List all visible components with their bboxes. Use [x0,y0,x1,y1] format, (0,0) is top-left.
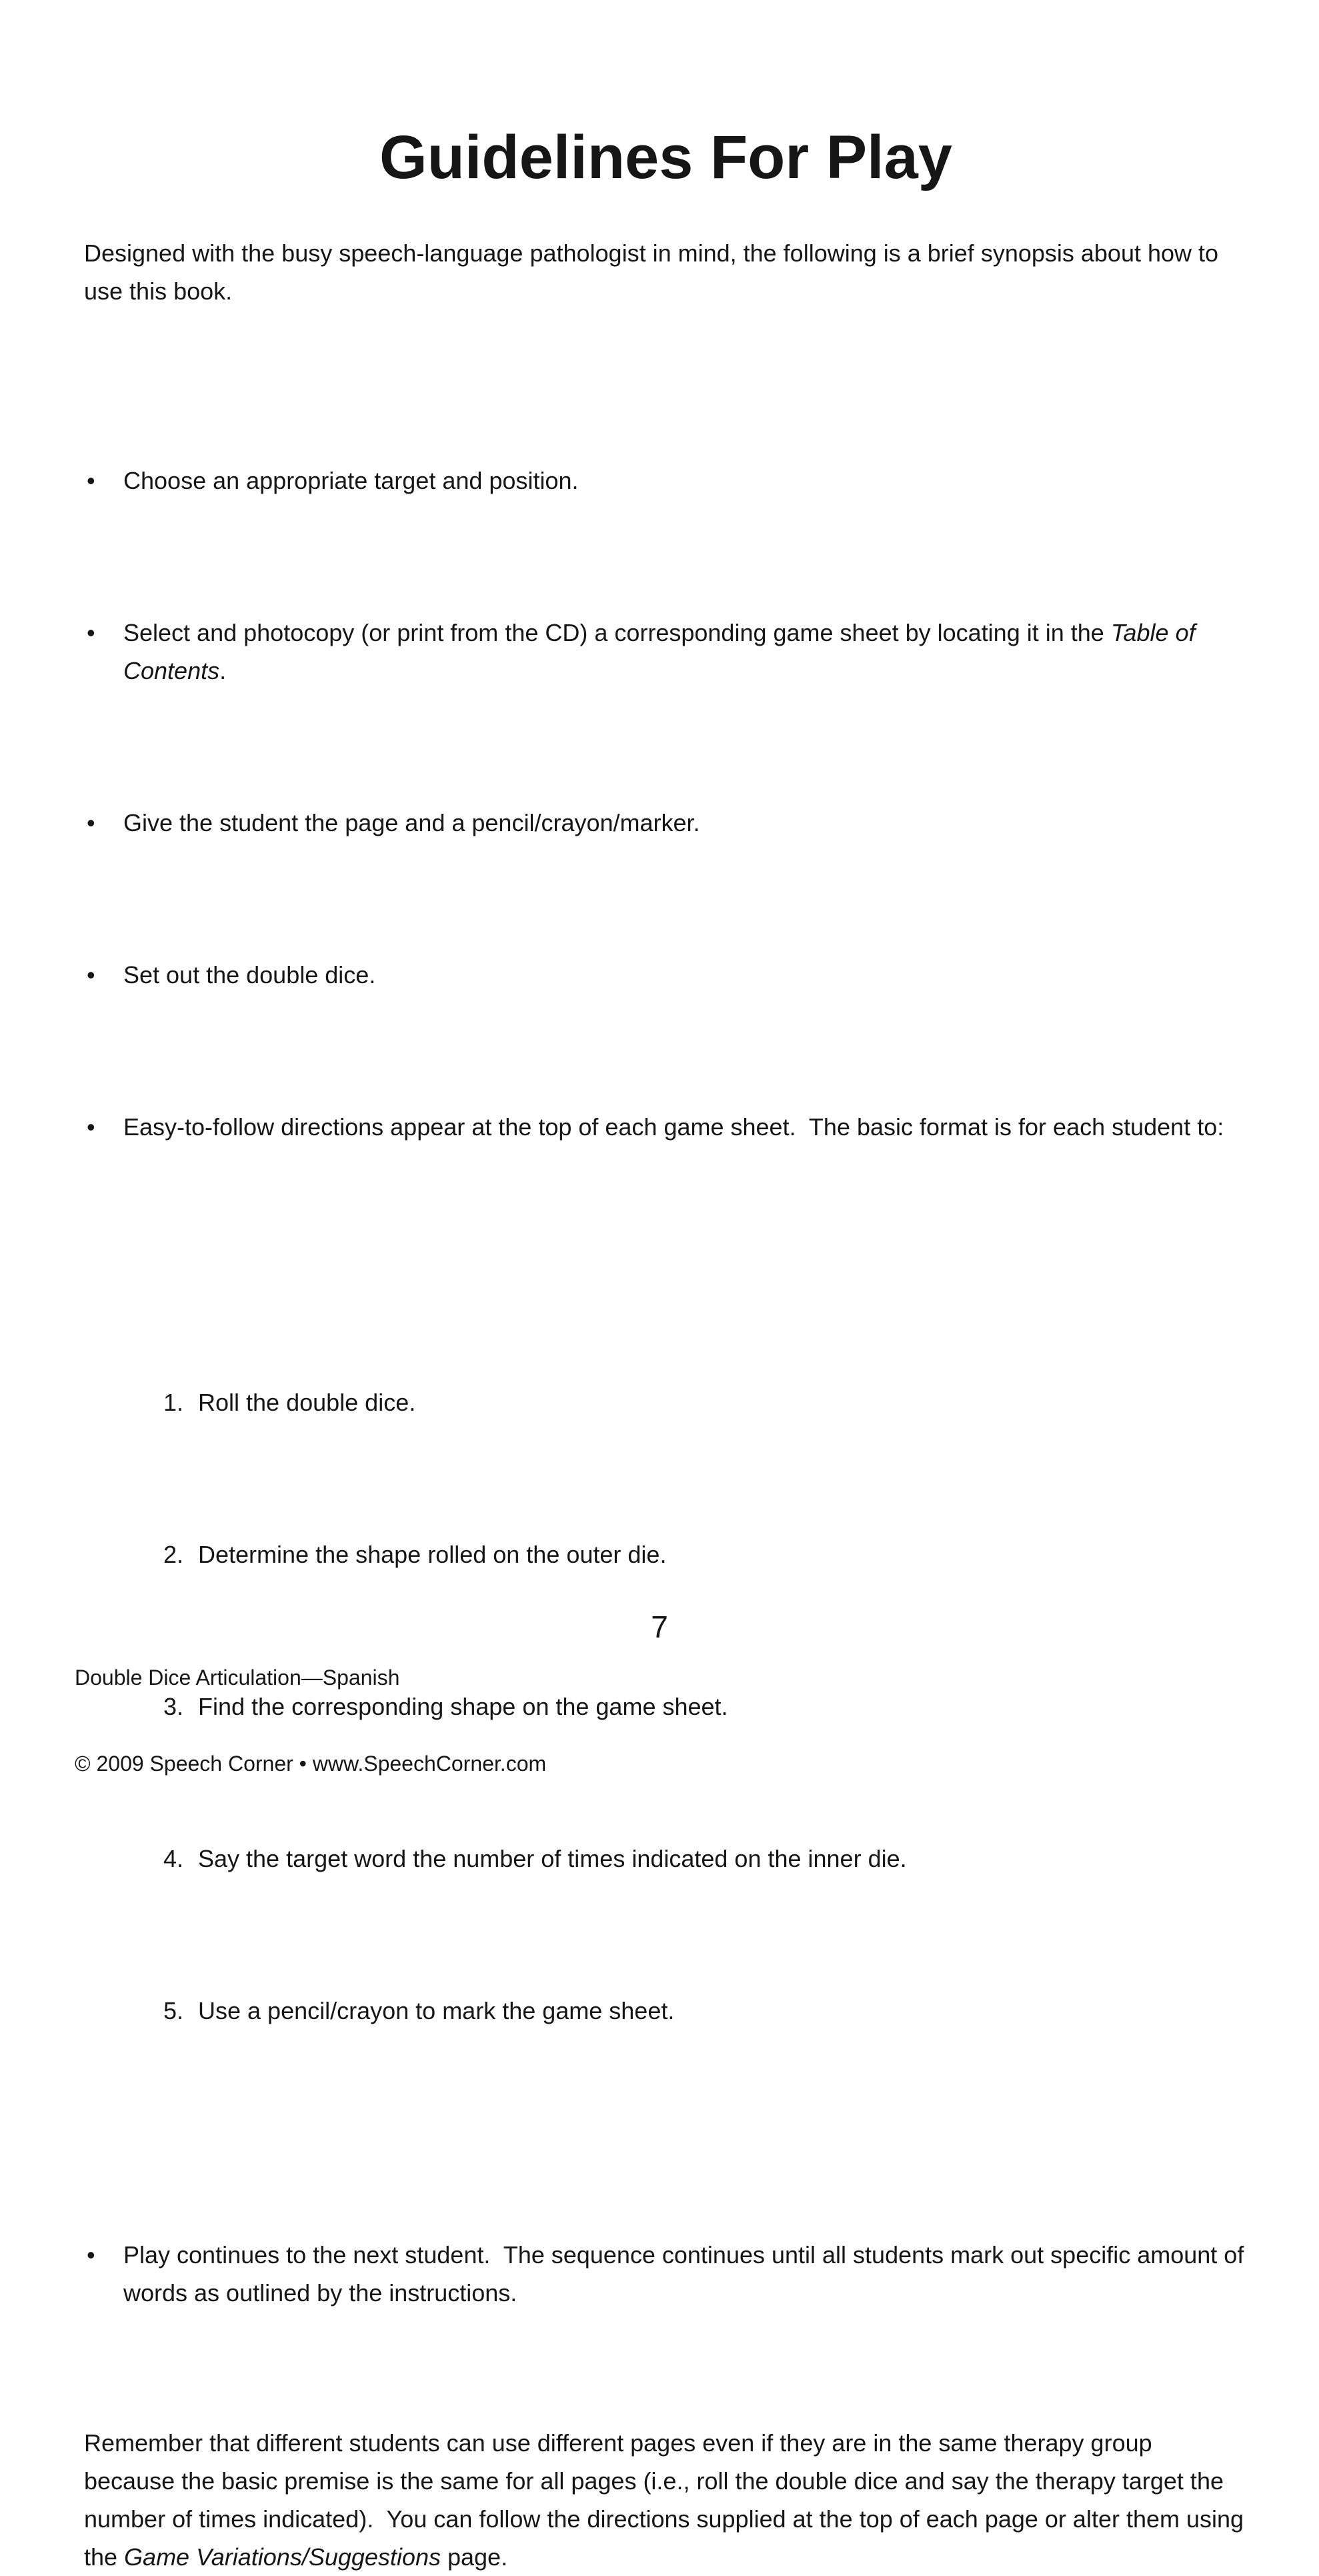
numbered-step [163,1383,1248,1421]
list-item-text-segment: . [219,656,227,684]
step-text: Use a pencil/crayon to mark the game sheet. [198,1996,675,2024]
list-item [84,1108,1248,1146]
footer-copyright: © 2009 Speech Corner • www.SpeechCorner.com [75,1752,547,1776]
closing-text-segment: page. [440,2543,508,2571]
bullet-icon: • [87,960,95,989]
bullet-icon: • [87,1113,95,1141]
list-item-text-segment: Select and photocopy (or print from the CD) a corresponding game sheet by locating it in the [123,618,1111,646]
list-item-text [123,956,1248,994]
list-item [84,462,1248,500]
list-item [84,2236,1251,2312]
list-item [84,956,1248,994]
list-item-text [123,2236,1251,2312]
list-item-text-segment: Give the student the page and a pencil/crayon/marker. [123,808,700,836]
closing-italic-segment: Game Variations/Suggestions [124,2543,441,2571]
list-item-text [123,462,1248,500]
list-item-text-segment: Set out the double dice. [123,960,376,989]
step-text: Find the corresponding shape on the game sheet. [198,1692,728,1720]
bullet-icon: • [87,466,95,494]
closing-paragraph [84,2424,1251,2576]
numbered-step [163,1992,1248,2030]
step-number: 5. [163,1996,184,2024]
numbered-step [163,1535,1248,1573]
step-text: Say the target word the number of times indicated on the inner die. [198,1844,907,1872]
list-item-text [123,614,1248,690]
list-item [84,614,1248,690]
list-item-text-segment: Choose an appropriate target and position. [123,466,579,494]
step-number: 4. [163,1844,184,1872]
list-item-text [123,1108,1248,1146]
closing-text-segment: Remember that different students can use different pages even if they are in the same therapy group because the basic premise is the same for all pages (i.e., roll the double dice and say the therapy target the number of times indicated). You can follow the directions supplied at the top of each page or alter them using the [84,2429,1251,2571]
bullet-icon: • [87,2240,95,2269]
intro-paragraph: Designed with the busy speech-language pathologist in mind, the following is a brief synopsis about how to use this book. [84,239,1226,305]
list-item-text [123,804,1248,842]
page-number: 7 [651,1609,668,1644]
step-number: 2. [163,1540,184,1568]
bullet-list [84,348,1248,1260]
footer-book-title: Double Dice Articulation—Spanish [75,1666,400,1690]
step-text: Roll the double dice. [198,1388,416,1416]
numbered-step [163,1840,1248,1878]
list-item-italic-segment: Table of Contents [123,618,1202,684]
list-item-text-segment: Play continues to the next student. The sequence continues until all students mark out specific amount of words as outlined by the instructions. [123,2240,1251,2307]
list-item-text-segment: Easy-to-follow directions appear at the top of each game sheet. The basic format is for each student to: [123,1113,1224,1141]
bullet-icon: • [87,618,95,646]
step-number: 3. [163,1692,184,1720]
page-title: Guidelines For Play [379,123,952,191]
final-bullet-list [84,2160,1251,2388]
step-text: Determine the shape rolled on the outer die. [198,1540,667,1568]
list-item [84,804,1248,842]
bullet-icon: • [87,808,95,836]
step-number: 1. [163,1388,184,1416]
